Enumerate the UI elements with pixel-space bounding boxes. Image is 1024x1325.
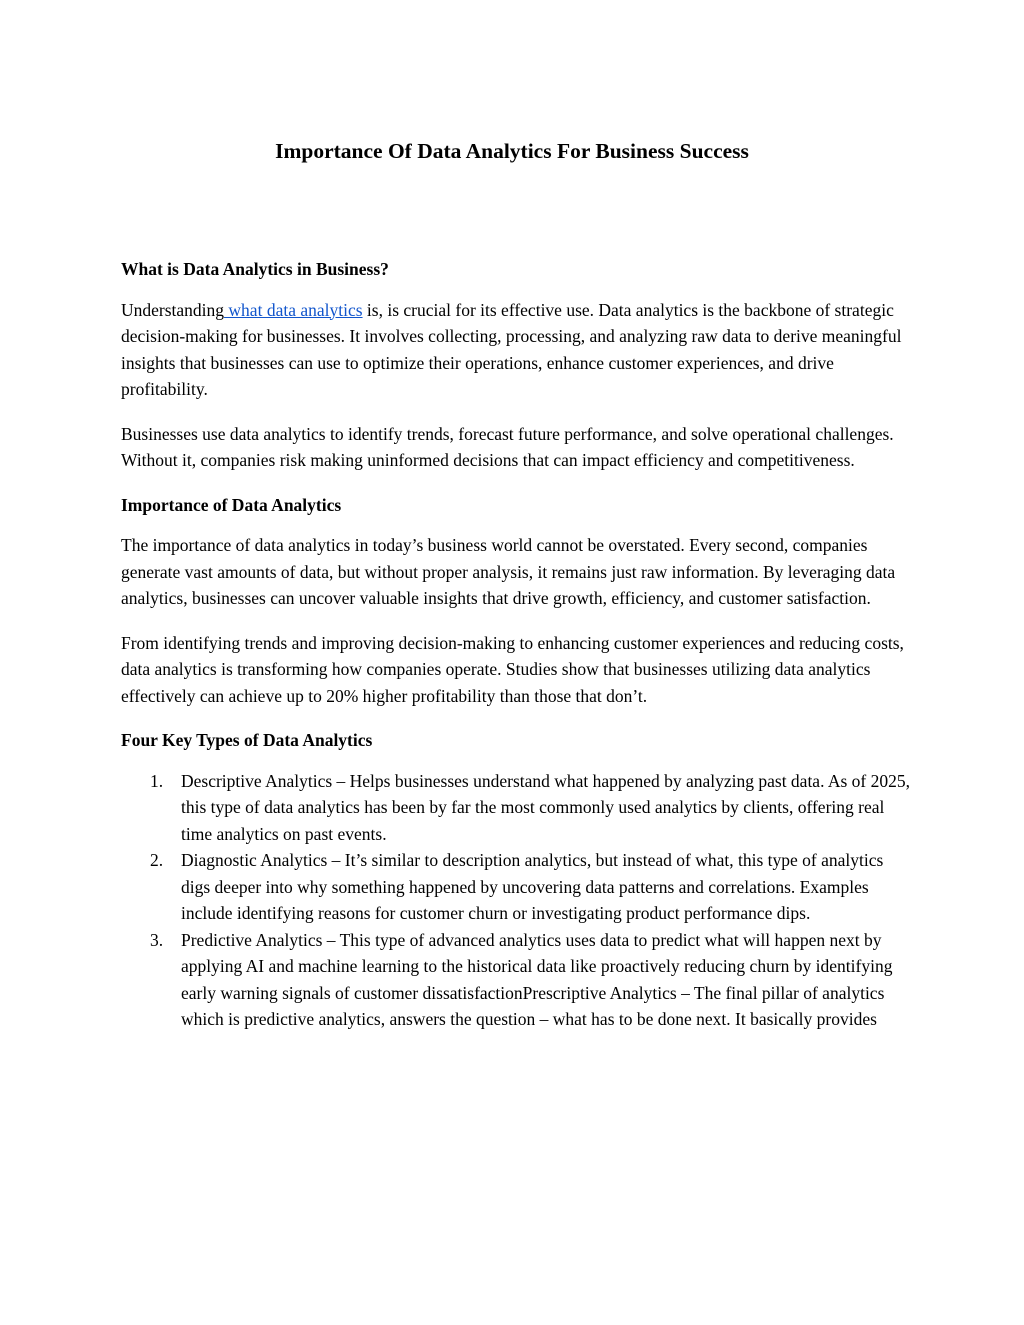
paragraph-text: Understanding — [121, 299, 225, 320]
list-item-text: Descriptive Analytics – Helps businesses understand what happened by analyzing past data. As of 2025, this type of data analytics has been by far the most commonly used analytics by clients, offering real time analytics on past events. — [181, 770, 911, 844]
section-importance — [121, 492, 911, 710]
list-item-text: Predictive Analytics – This type of advanced analytics uses data to predict what will happen next by applying AI and machine learning to the historical data like proactively reducing churn by identifying early warning signals of customer dissatisfactionPrescriptive Analytics – The final pillar of analytics which is predictive analytics, answers the question – what has to be done next. It basically provides — [181, 929, 893, 1029]
list-item-text: Diagnostic Analytics – It’s similar to description analytics, but instead of what, this type of analytics digs deeper into why something happened by uncovering data patterns and correlations. Examples include identifying reasons for customer churn or investigating product performance dips. — [181, 850, 884, 923]
paragraph-text: is, is crucial for its effective use. Data analytics is the backbone of strategic decision-making for businesses. It involves collecting, processing, and analyzing raw data to derive meaningful insights that businesses can use to optimize their operations, enhance customer experiences, and drive profitability. — [121, 299, 902, 399]
list-item-number: 1. — [150, 770, 164, 791]
what-data-analytics-link[interactable]: what data analytics — [224, 299, 363, 320]
paragraph-understanding — [121, 297, 911, 403]
section-what-is-data-analytics — [121, 256, 911, 474]
list-item-number: 3. — [150, 929, 164, 950]
document-title: Importance Of Data Analytics For Business Success — [275, 139, 749, 163]
section-heading-importance: Importance of Data Analytics — [121, 494, 342, 515]
list-item — [121, 768, 911, 848]
analytics-types-list — [121, 768, 911, 1033]
section-four-types — [121, 727, 911, 1033]
section-heading-what-is: What is Data Analytics in Business? — [121, 259, 389, 279]
paragraph-identifying-trends: From identifying trends and improving decision-making to enhancing customer experiences and reducing costs, data analytics is transforming how companies operate. Studies show that businesses utilizing data analytics effectively can achieve up to 20% higher profitability than those that don’t. — [121, 632, 904, 706]
list-item — [121, 927, 911, 1033]
paragraph-businesses-use: Businesses use data analytics to identify trends, forecast future performance, and solve operational challenges. Without it, companies risk making uninformed decisions that can impact efficiency and competitiveness. — [121, 423, 894, 470]
paragraph-importance: The importance of data analytics in today’s business world cannot be overstated. Every second, companies generate vast amounts of data, but without proper analysis, it remains just raw information. By leveraging data analytics, businesses can uncover valuable insights that drive growth, efficiency, and customer satisfaction. — [121, 535, 896, 608]
list-item — [121, 847, 911, 927]
section-heading-four-types: Four Key Types of Data Analytics — [121, 730, 373, 750]
document-body — [121, 256, 911, 1033]
list-item-number: 2. — [150, 850, 164, 870]
